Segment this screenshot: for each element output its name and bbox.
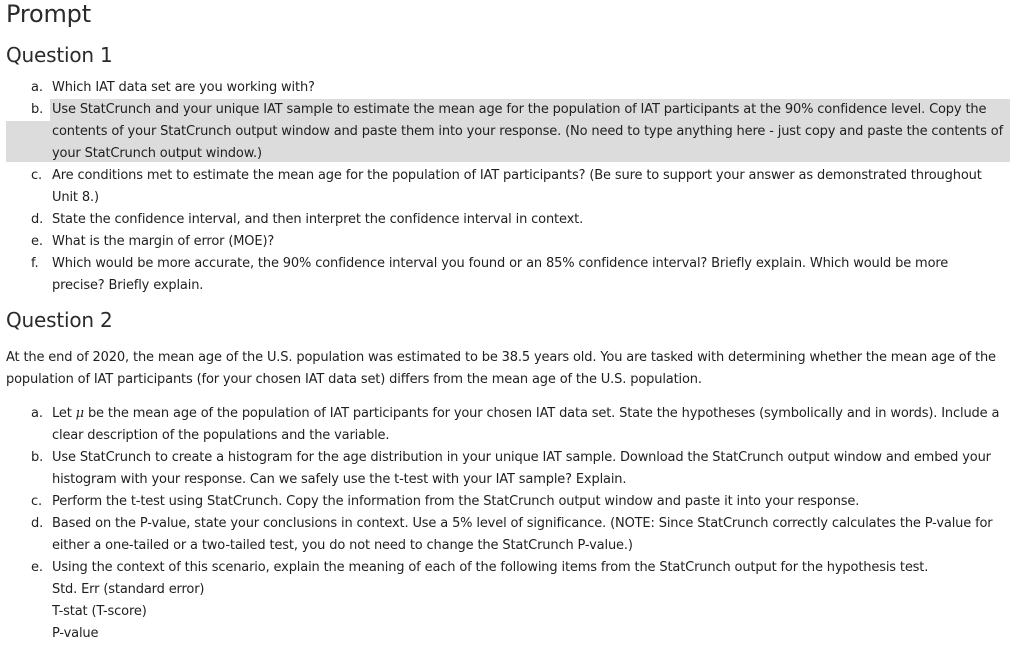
list-item-text: either a one-tailed or a two-tailed test, you do not need to change the StatCrunch P-value.) xyxy=(52,538,633,553)
list-marker: d. xyxy=(31,516,44,531)
list-item-text: precise? Briefly explain. xyxy=(52,278,204,293)
list-item-text: Based on the P-value, state your conclusions in context. Use a 5% level of significance. (NOTE: Since StatCrunch correctly calculates the P-value for xyxy=(52,516,993,531)
list-item-text: Use StatCrunch and your unique IAT sample to estimate the mean age for the population of IAT participants at the 90% confidence level. Copy the xyxy=(52,102,987,117)
list-marker: d. xyxy=(31,212,44,227)
text-fragment: Let xyxy=(52,406,76,421)
list-marker: b. xyxy=(31,450,44,465)
list-item-text: Are conditions met to estimate the mean age for the population of IAT participants? (Be sure to support your answer as demonstrated throughout xyxy=(52,168,982,183)
list-marker: e. xyxy=(31,234,43,249)
sub-item-std-err: Std. Err (standard error) xyxy=(52,582,205,597)
list-marker: b. xyxy=(31,102,44,117)
question-2-intro-line: population of IAT participants (for your chosen IAT data set) differs from the mean age of the U.S. population. xyxy=(6,372,702,387)
question-1-heading: Question 1 xyxy=(6,43,113,67)
list-marker: a. xyxy=(31,80,43,95)
list-item-text: histogram with your response. Can we safely use the t-test with your IAT sample? Explain. xyxy=(52,472,627,487)
sub-item-t-stat: T-stat (T-score) xyxy=(52,604,147,619)
page-title: Prompt xyxy=(6,0,91,28)
list-item-text: Perform the t-test using StatCrunch. Copy the information from the StatCrunch output window and paste it into your response. xyxy=(52,494,860,509)
question-2-heading: Question 2 xyxy=(6,308,113,332)
list-item-text: your StatCrunch output window.) xyxy=(52,146,262,161)
list-marker: a. xyxy=(31,406,43,421)
list-marker: c. xyxy=(31,494,42,509)
list-item-text: Which IAT data set are you working with? xyxy=(52,80,315,95)
list-item-text xyxy=(52,403,999,425)
list-item-text: Using the context of this scenario, explain the meaning of each of the following items from the StatCrunch output for the hypothesis test. xyxy=(52,560,929,575)
list-marker: f. xyxy=(31,256,39,271)
list-item-text: What is the margin of error (MOE)? xyxy=(52,234,275,249)
sub-item-p-value: P-value xyxy=(52,626,99,641)
list-item-text: contents of your StatCrunch output window and paste them into your response. (No need to type anything here - just copy and paste the contents of xyxy=(52,124,1003,139)
list-item-text: Unit 8.) xyxy=(52,190,99,205)
list-item-text: Use StatCrunch to create a histogram for the age distribution in your unique IAT sample. Download the StatCrunch output window and embed your xyxy=(52,450,991,465)
list-marker: e. xyxy=(31,560,43,575)
list-item-text: State the confidence interval, and then interpret the confidence interval in context. xyxy=(52,212,584,227)
question-2-intro-line: At the end of 2020, the mean age of the U.S. population was estimated to be 38.5 years old. You are tasked with determining whether the mean age of the xyxy=(6,350,996,365)
list-marker: c. xyxy=(31,168,42,183)
list-item-text: Which would be more accurate, the 90% confidence interval you found or an 85% confidence interval? Briefly explain. Which would be more xyxy=(52,256,949,271)
list-item-text: clear description of the populations and the variable. xyxy=(52,428,390,443)
mu-symbol: μ xyxy=(75,406,84,421)
text-fragment: be the mean age of the population of IAT participants for your chosen IAT data set. State the hypotheses (symbolically and in words). Include a xyxy=(83,406,1000,421)
